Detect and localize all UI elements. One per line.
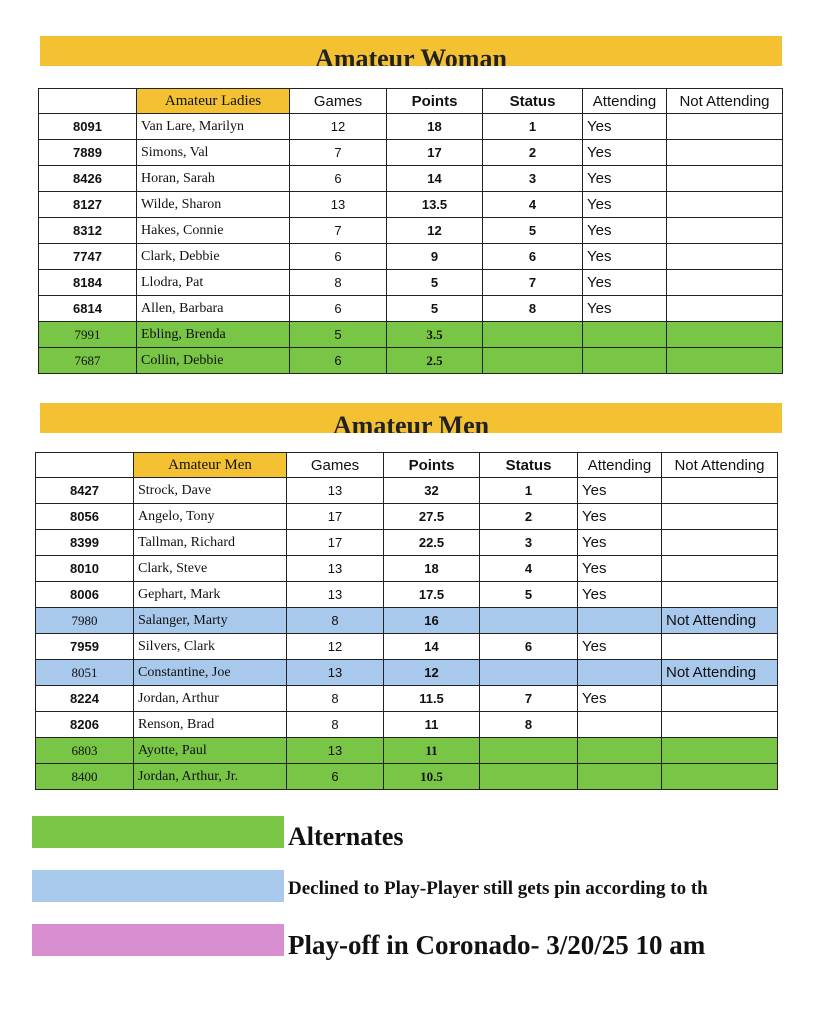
attending-value xyxy=(583,348,667,374)
status-value: 2 xyxy=(480,504,578,530)
player-id: 7980 xyxy=(36,608,134,634)
declined-legend-label: Declined to Play-Player still gets pin according to th xyxy=(288,878,708,899)
player-name: Van Lare, Marilyn xyxy=(137,114,290,140)
women-header-not-attending: Not Attending xyxy=(667,89,783,114)
games-value: 5 xyxy=(290,322,387,348)
points-value: 13.5 xyxy=(387,192,483,218)
player-id: 8006 xyxy=(36,582,134,608)
table-row xyxy=(36,634,778,660)
player-id: 8400 xyxy=(36,764,134,790)
not-attending-value xyxy=(662,764,778,790)
table-row xyxy=(36,530,778,556)
player-id: 8206 xyxy=(36,712,134,738)
player-name: Angelo, Tony xyxy=(134,504,287,530)
men-header-attending: Attending xyxy=(578,453,662,478)
player-name: Salanger, Marty xyxy=(134,608,287,634)
games-value: 6 xyxy=(290,166,387,192)
player-name: Wilde, Sharon xyxy=(137,192,290,218)
table-row xyxy=(36,712,778,738)
table-row xyxy=(39,166,783,192)
player-id: 8010 xyxy=(36,556,134,582)
games-value: 17 xyxy=(287,530,384,556)
points-value: 11 xyxy=(384,738,480,764)
player-id: 8426 xyxy=(39,166,137,192)
player-name: Tallman, Richard xyxy=(134,530,287,556)
points-value: 14 xyxy=(384,634,480,660)
status-value: 7 xyxy=(480,686,578,712)
attending-value: Yes xyxy=(578,686,662,712)
table-row xyxy=(39,244,783,270)
not-attending-value xyxy=(662,582,778,608)
not-attending-value xyxy=(662,712,778,738)
points-value: 12 xyxy=(384,660,480,686)
men-header-status: Status xyxy=(480,453,578,478)
attending-value: Yes xyxy=(583,244,667,270)
not-attending-value xyxy=(662,504,778,530)
women-header-status: Status xyxy=(483,89,583,114)
points-value: 12 xyxy=(387,218,483,244)
declined-swatch xyxy=(32,870,284,902)
table-row xyxy=(39,348,783,374)
points-value: 27.5 xyxy=(384,504,480,530)
playoff-swatch xyxy=(32,924,284,956)
player-name: Constantine, Joe xyxy=(134,660,287,686)
status-value xyxy=(480,608,578,634)
player-name: Renson, Brad xyxy=(134,712,287,738)
not-attending-value xyxy=(662,738,778,764)
status-value: 8 xyxy=(483,296,583,322)
alternates-swatch xyxy=(32,816,284,848)
table-row xyxy=(36,608,778,634)
table-row xyxy=(36,504,778,530)
not-attending-value xyxy=(662,556,778,582)
table-row xyxy=(36,556,778,582)
status-value: 4 xyxy=(483,192,583,218)
not-attending-value: Not Attending xyxy=(662,608,778,634)
attending-value xyxy=(578,660,662,686)
player-name: Hakes, Connie xyxy=(137,218,290,244)
attending-value: Yes xyxy=(583,296,667,322)
men-header-points: Points xyxy=(384,453,480,478)
player-name: Gephart, Mark xyxy=(134,582,287,608)
women-header-attending: Attending xyxy=(583,89,667,114)
status-value xyxy=(483,322,583,348)
status-value: 1 xyxy=(483,114,583,140)
player-id: 7991 xyxy=(39,322,137,348)
player-name: Strock, Dave xyxy=(134,478,287,504)
attending-value xyxy=(578,712,662,738)
men-header-not-attending: Not Attending xyxy=(662,453,778,478)
attending-value: Yes xyxy=(578,478,662,504)
games-value: 13 xyxy=(287,478,384,504)
women-section-banner xyxy=(40,36,782,66)
attending-value: Yes xyxy=(583,140,667,166)
games-value: 7 xyxy=(290,218,387,244)
men-header-id xyxy=(36,453,134,478)
attending-value: Yes xyxy=(578,582,662,608)
status-value: 1 xyxy=(480,478,578,504)
attending-value xyxy=(578,608,662,634)
games-value: 8 xyxy=(287,608,384,634)
points-value: 5 xyxy=(387,296,483,322)
not-attending-value xyxy=(667,140,783,166)
player-id: 8399 xyxy=(36,530,134,556)
points-value: 11 xyxy=(384,712,480,738)
status-value xyxy=(480,660,578,686)
attending-value: Yes xyxy=(583,270,667,296)
table-row xyxy=(36,738,778,764)
points-value: 18 xyxy=(384,556,480,582)
men-header-games: Games xyxy=(287,453,384,478)
women-header-category: Amateur Ladies xyxy=(137,89,290,114)
points-value: 9 xyxy=(387,244,483,270)
attending-value: Yes xyxy=(583,114,667,140)
points-value: 17 xyxy=(387,140,483,166)
alternates-legend-label: Alternates xyxy=(288,822,404,851)
player-id: 8312 xyxy=(39,218,137,244)
games-value: 6 xyxy=(290,244,387,270)
player-name: Collin, Debbie xyxy=(137,348,290,374)
not-attending-value xyxy=(667,192,783,218)
status-value: 3 xyxy=(480,530,578,556)
not-attending-value xyxy=(667,270,783,296)
points-value: 11.5 xyxy=(384,686,480,712)
games-value: 8 xyxy=(287,712,384,738)
games-value: 17 xyxy=(287,504,384,530)
games-value: 12 xyxy=(287,634,384,660)
table-row xyxy=(36,582,778,608)
attending-value: Yes xyxy=(578,556,662,582)
men-section-title: Amateur Men xyxy=(332,411,490,433)
women-header-points: Points xyxy=(387,89,483,114)
player-name: Jordan, Arthur, Jr. xyxy=(134,764,287,790)
attending-value xyxy=(578,764,662,790)
men-section-banner xyxy=(40,403,782,433)
table-row xyxy=(39,270,783,296)
table-row xyxy=(39,192,783,218)
status-value: 2 xyxy=(483,140,583,166)
table-row xyxy=(39,114,783,140)
games-value: 8 xyxy=(290,270,387,296)
player-name: Silvers, Clark xyxy=(134,634,287,660)
games-value: 7 xyxy=(290,140,387,166)
points-value: 2.5 xyxy=(387,348,483,374)
games-value: 13 xyxy=(287,582,384,608)
player-id: 7747 xyxy=(39,244,137,270)
player-name: Clark, Debbie xyxy=(137,244,290,270)
games-value: 6 xyxy=(287,764,384,790)
player-id: 8184 xyxy=(39,270,137,296)
games-value: 6 xyxy=(290,348,387,374)
player-name: Jordan, Arthur xyxy=(134,686,287,712)
games-value: 13 xyxy=(287,660,384,686)
player-id: 8051 xyxy=(36,660,134,686)
player-id: 6814 xyxy=(39,296,137,322)
player-name: Horan, Sarah xyxy=(137,166,290,192)
not-attending-value xyxy=(662,634,778,660)
table-row xyxy=(39,296,783,322)
table-row xyxy=(39,140,783,166)
attending-value: Yes xyxy=(583,166,667,192)
player-id: 7889 xyxy=(39,140,137,166)
not-attending-value xyxy=(662,478,778,504)
status-value: 6 xyxy=(480,634,578,660)
women-section-title: Amateur Woman xyxy=(315,44,507,66)
men-header-row xyxy=(36,453,778,478)
not-attending-value: Not Attending xyxy=(662,660,778,686)
points-value: 10.5 xyxy=(384,764,480,790)
player-name: Ebling, Brenda xyxy=(137,322,290,348)
games-value: 12 xyxy=(290,114,387,140)
not-attending-value xyxy=(667,296,783,322)
not-attending-value xyxy=(667,166,783,192)
player-name: Allen, Barbara xyxy=(137,296,290,322)
status-value: 4 xyxy=(480,556,578,582)
women-standings-table xyxy=(38,88,783,374)
status-value: 5 xyxy=(483,218,583,244)
player-id: 8127 xyxy=(39,192,137,218)
women-header-id xyxy=(39,89,137,114)
player-id: 8224 xyxy=(36,686,134,712)
attending-value: Yes xyxy=(578,504,662,530)
player-name: Ayotte, Paul xyxy=(134,738,287,764)
points-value: 16 xyxy=(384,608,480,634)
not-attending-value xyxy=(667,322,783,348)
points-value: 18 xyxy=(387,114,483,140)
status-value xyxy=(480,738,578,764)
status-value: 6 xyxy=(483,244,583,270)
not-attending-value xyxy=(667,244,783,270)
not-attending-value xyxy=(667,218,783,244)
status-value: 3 xyxy=(483,166,583,192)
player-id: 6803 xyxy=(36,738,134,764)
points-value: 14 xyxy=(387,166,483,192)
table-row xyxy=(39,322,783,348)
player-id: 7959 xyxy=(36,634,134,660)
status-value: 7 xyxy=(483,270,583,296)
not-attending-value xyxy=(667,114,783,140)
status-value xyxy=(480,764,578,790)
table-row xyxy=(39,218,783,244)
men-header-category: Amateur Men xyxy=(134,453,287,478)
player-id: 8056 xyxy=(36,504,134,530)
table-row xyxy=(36,660,778,686)
points-value: 17.5 xyxy=(384,582,480,608)
not-attending-value xyxy=(667,348,783,374)
playoff-legend-label: Play-off in Coronado- 3/20/25 10 am xyxy=(288,930,706,960)
attending-value xyxy=(583,322,667,348)
points-value: 5 xyxy=(387,270,483,296)
women-header-games: Games xyxy=(290,89,387,114)
status-value xyxy=(483,348,583,374)
games-value: 13 xyxy=(287,738,384,764)
games-value: 6 xyxy=(290,296,387,322)
attending-value: Yes xyxy=(578,530,662,556)
points-value: 22.5 xyxy=(384,530,480,556)
player-id: 8091 xyxy=(39,114,137,140)
attending-value: Yes xyxy=(578,634,662,660)
table-row xyxy=(36,764,778,790)
not-attending-value xyxy=(662,686,778,712)
not-attending-value xyxy=(662,530,778,556)
games-value: 8 xyxy=(287,686,384,712)
status-value: 5 xyxy=(480,582,578,608)
status-value: 8 xyxy=(480,712,578,738)
men-standings-table xyxy=(35,452,778,790)
player-name: Clark, Steve xyxy=(134,556,287,582)
games-value: 13 xyxy=(287,556,384,582)
attending-value: Yes xyxy=(583,192,667,218)
attending-value xyxy=(578,738,662,764)
points-value: 32 xyxy=(384,478,480,504)
player-name: Llodra, Pat xyxy=(137,270,290,296)
player-id: 8427 xyxy=(36,478,134,504)
women-header-row xyxy=(39,89,783,114)
table-row xyxy=(36,478,778,504)
games-value: 13 xyxy=(290,192,387,218)
player-id: 7687 xyxy=(39,348,137,374)
attending-value: Yes xyxy=(583,218,667,244)
points-value: 3.5 xyxy=(387,322,483,348)
player-name: Simons, Val xyxy=(137,140,290,166)
table-row xyxy=(36,686,778,712)
